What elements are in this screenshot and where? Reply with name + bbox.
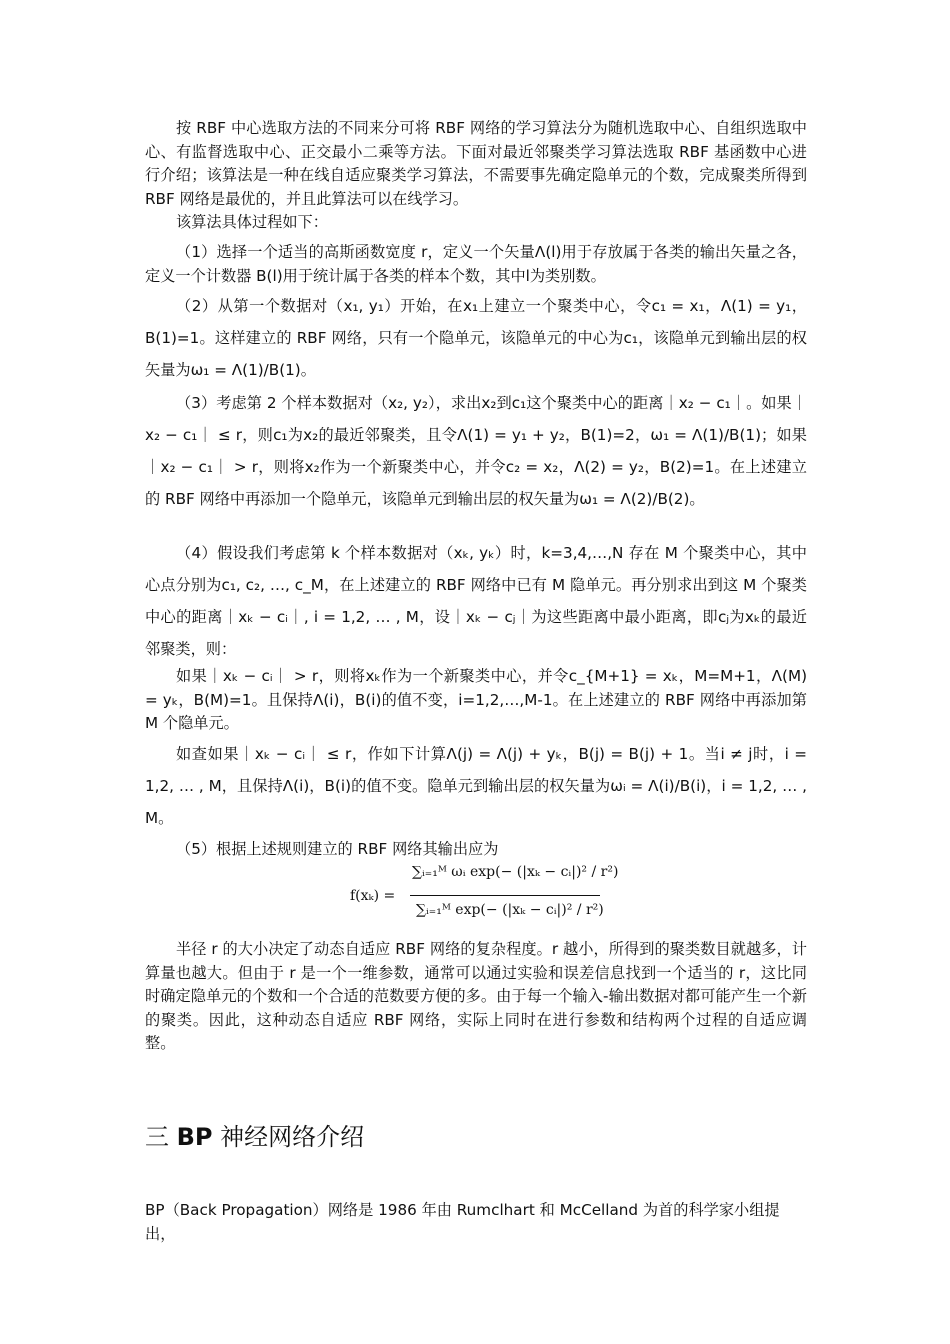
paragraph-bp-intro: BP（Back Propagation）网络是 1986 年由 Rumclhart 和 McCelland 为首的科学家小组提出， — [145, 1201, 780, 1243]
formula-numerator: ∑ᵢ₌₁ᴹ ωᵢ exp(− (|xₖ − cᵢ|)² / r²) — [412, 864, 619, 880]
paragraph-step-4: （4）假设我们考虑第 k 个样本数据对（xₖ, yₖ）时，k=3,4,…,N 存在 M 个聚类中心，其中心点分别为c₁, c₂, …, c_M，在上述建立的 RBF 网络中已有 M 隐单元。再分别求出到这 M 个聚类中心的距离｜xₖ − cᵢ｜, i = 1,2, … , M，设｜xₖ − cⱼ｜为这些距离中最小距离，即cⱼ为xₖ的最近邻聚类，则： — [145, 544, 807, 658]
formula-lhs: f(xₖ) = — [350, 888, 396, 904]
paragraph-step-2: （2）从第一个数据对（x₁, y₁）开始，在x₁上建立一个聚类中心，令c₁ = x₁，Λ(1) = y₁，B(1)=1。这样建立的 RBF 网络，只有一个隐单元，该隐单元的中心为c₁，该隐单元到输出层的权矢量为ω₁ = Λ(1)/B(1)。 — [145, 297, 807, 379]
fraction-bar — [410, 895, 600, 896]
section-heading — [145, 1117, 364, 1152]
paragraph-intro: 按 RBF 中心选取方法的不同来分可将 RBF 网络的学习算法分为随机选取中心、自组织选取中心、有监督选取中心、正交最小二乘等方法。下面对最近邻聚类学习算法选取 RBF 基函数中心进行介绍；该算法是一种在线自适应聚类学习算法，不需要事先确定隐单元的个数，完成聚类所得到 RBF 网络是最优的，并且此算法可以在线学习。 — [145, 119, 807, 208]
paragraph-radius-discussion: 半径 r 的大小决定了动态自适应 RBF 网络的复杂程度。r 越小，所得到的聚类数目就越多，计算量也越大。但由于 r 是一个一维参数，通常可以通过实验和误差信息找到一个适当的 r，这比同时确定隐单元的个数和一个合适的范数要方便的多。由于每一个输入-输出数据对都可能产生一个新的聚类。因此，这种动态自适应 RBF 网络，实际上同时在进行参数和结构两个过程的自适应调整。 — [145, 940, 807, 1052]
heading-suffix: 神经网络介绍 — [212, 1123, 365, 1151]
paragraph-case-greater: 如果｜xₖ − cᵢ｜ > r，则将xₖ作为一个新聚类中心，并令c_{M+1} = xₖ，M=M+1，Λ(M) = yₖ，B(M)=1。且保持Λ(i)，B(i)的值不变，i=1,2,…,M-1。在上述建立的 RBF 网络中再添加第 M 个隐单元。 — [145, 667, 807, 732]
output-formula — [350, 864, 619, 934]
paragraph-case-less: 如查如果｜xₖ − cᵢ｜ ≤ r，作如下计算Λ(j) = Λ(j) + yₖ，B(j) = B(j) + 1。当i ≠ j时，i = 1,2, … , M，且保持Λ(i)，B(i)的值不变。隐单元到输出层的权矢量为ωᵢ = Λ(i)/B(i)，i = 1,2, … , M。 — [145, 745, 807, 827]
paragraph-step-1: （1）选择一个适当的高斯函数宽度 r，定义一个矢量Λ(l)用于存放属于各类的输出矢量之各，定义一个计数器 B(l)用于统计属于各类的样本个数，其中l为类别数。 — [145, 243, 807, 285]
heading-prefix: 三 — [145, 1123, 177, 1151]
paragraph-procedure-lead: 该算法具体过程如下： — [176, 213, 328, 231]
formula-denominator: ∑ᵢ₌₁ᴹ exp(− (|xₖ − cᵢ|)² / r²) — [416, 902, 604, 918]
heading-bold: BP — [176, 1123, 213, 1151]
paragraph-step-5: （5）根据上述规则建立的 RBF 网络其输出应为 — [176, 840, 499, 858]
paragraph-step-3: （3）考虑第 2 个样本数据对（x₂, y₂），求出x₂到c₁这个聚类中心的距离｜x₂ − c₁｜。如果｜x₂ − c₁｜ ≤ r，则c₁为x₂的最近邻聚类，且令Λ(1) = y₁ + y₂，B(1)=2，ω₁ = Λ(1)/B(1)；如果｜x₂ − c₁｜ > r，则将x₂作为一个新聚类中心，并令c₂ = x₂，Λ(2) = y₂，B(2)=1。在上述建立的 RBF 网络中再添加一个隐单元，该隐单元到输出层的权矢量为ω₁ = Λ(2)/B(2)。 — [145, 394, 807, 508]
